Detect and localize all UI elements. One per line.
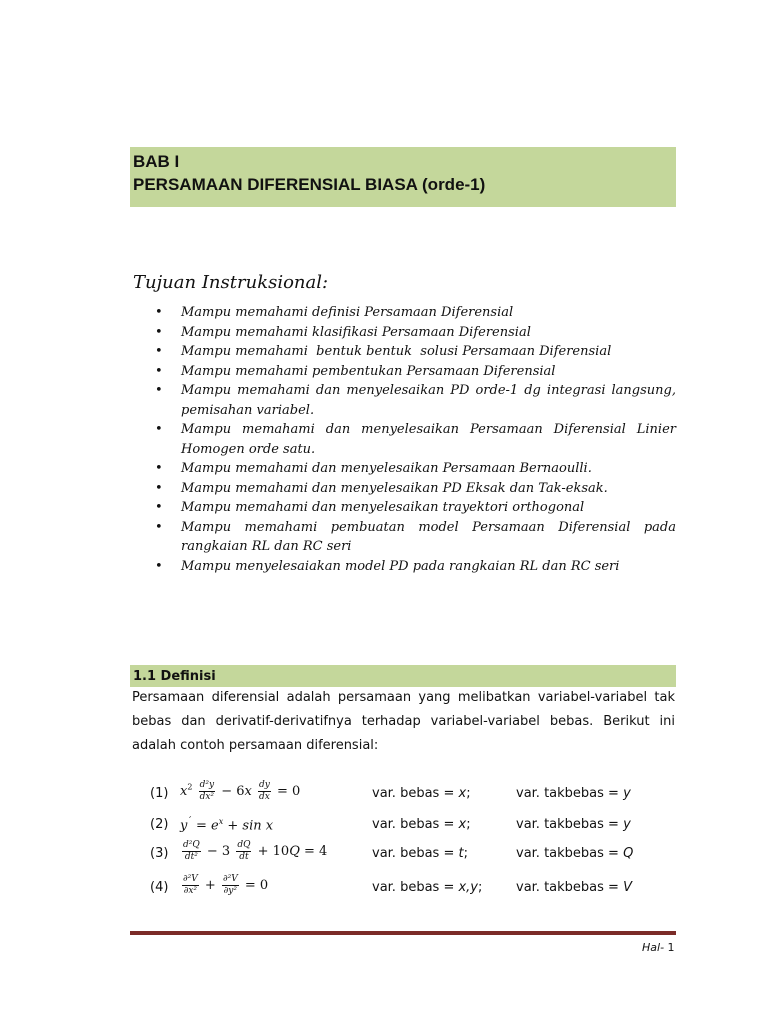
page-number: Hal- 1: [642, 941, 675, 954]
independent-variable: var. bebas = x;: [372, 817, 471, 832]
equation-number: (4): [150, 880, 169, 895]
equation: $\frac{\text{d²Q}}{\text{dt²}}$ − 3 $\frac{dQ}{dt}$ + 10Q = 4: [183, 840, 328, 862]
objectives-list: [130, 303, 676, 576]
list-item: • Mampu memahami klasifikasi Persamaan Diferensial: [155, 324, 531, 340]
list-item: • Mampu memahami dan menyelesaikan PD Eksak dan Tak-eksak.: [155, 480, 608, 496]
dependent-variable: var. takbebas = y: [516, 786, 631, 801]
equation: $\frac{\text{∂²V}}{\text{∂x²}}$ + $\frac{\text{∂²V}}{\text{∂y²}}$ = 0: [183, 874, 269, 896]
independent-variable: var. bebas = t;: [372, 846, 468, 861]
list-item: • Mampu memahami pembentukan Persamaan Diferensial: [155, 363, 556, 379]
independent-variable: var. bebas = x,y;: [372, 880, 483, 895]
equation-number: (2): [150, 817, 169, 832]
section-header: [130, 665, 676, 687]
footer-divider: [130, 931, 676, 935]
dependent-variable: var. takbebas = Q: [516, 846, 634, 861]
independent-variable: var. bebas = x;: [372, 786, 471, 801]
chapter-title: PERSAMAAN DIFERENSIAL BIASA (orde-1): [133, 175, 486, 194]
list-item: • Mampu menyelesaiakan model PD pada rangkaian RL dan RC seri: [155, 558, 620, 574]
equation: $x^2$ $\frac{\text{d²y}}{\text{dx²}}$ − 6x $\frac{dy}{dx}$ = 0: [180, 780, 301, 802]
chapter-number: BAB I: [133, 152, 180, 171]
list-item: • Mampu memahami bentuk bentuk solusi Persamaan Diferensial: [155, 344, 612, 359]
dependent-variable: var. takbebas = y: [516, 817, 631, 832]
list-item: • Mampu memahami pembuatan model Persamaan Diferensial pada rangkaian RL dan RC seri: [155, 519, 676, 554]
list-item: • Mampu memahami dan menyelesaikan PD orde-1 dg integrasi langsung, pemisahan variabel.: [155, 383, 676, 418]
section-title: 1.1 Definisi: [133, 669, 216, 684]
dependent-variable: var. takbebas = V: [516, 880, 632, 895]
list-item: • Mampu memahami dan menyelesaikan Persamaan Bernaoulli.: [155, 461, 592, 476]
list-item: • Mampu memahami dan menyelesaikan trayektori orthogonal: [155, 500, 585, 515]
chapter-header: [130, 147, 676, 207]
objectives-title: Tujuan Instruksional:: [133, 272, 329, 293]
list-item: • Mampu memahami definisi Persamaan Diferensial: [155, 305, 514, 320]
section-intro: Persamaan diferensial adalah persamaan yang melibatkan variabel-variabel tak bebas dan derivatif-derivatifnya terhadap variabel-variabel bebas. Berikut ini adalah contoh persamaan diferensial:: [132, 690, 675, 753]
equation: $y^´ = e^x + \sin x$: [180, 817, 274, 834]
list-item: • Mampu memahami dan menyelesaikan Persamaan Diferensial Linier Homogen orde satu.: [155, 422, 676, 457]
equation-number: (1): [150, 786, 169, 801]
equation-number: (3): [150, 846, 169, 861]
